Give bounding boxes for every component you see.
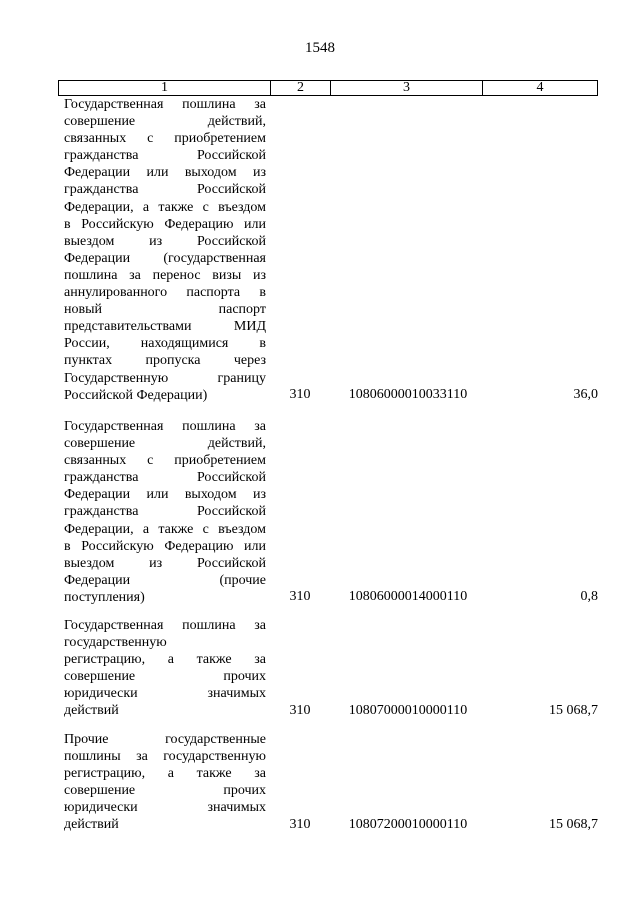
description-line: совершение действий, bbox=[64, 436, 266, 452]
description-line: гражданства Российской bbox=[64, 182, 266, 198]
description-line: представительствами МИД bbox=[64, 319, 266, 335]
row-amount: 0,8 bbox=[580, 589, 598, 604]
column-header-2: 2 bbox=[271, 81, 331, 95]
description-line: Федерации или выходом из bbox=[64, 165, 266, 181]
row-amount: 15 068,7 bbox=[549, 816, 598, 832]
table-header-row bbox=[58, 80, 598, 96]
row-description bbox=[64, 418, 266, 606]
row-kbk: 10806000010033110 bbox=[348, 386, 468, 402]
row-kbk: 10806000014000110 bbox=[348, 589, 468, 604]
description-line: Федерации, а также с въездом bbox=[64, 521, 266, 537]
description-line: Государственная пошлина за bbox=[64, 618, 266, 633]
description-line: новый паспорт bbox=[64, 302, 266, 318]
row-code: 310 bbox=[289, 589, 311, 604]
row-kbk: 10807000010000110 bbox=[348, 702, 468, 718]
description-line: Прочие государственные bbox=[64, 732, 266, 747]
description-line: пошлины за государственную bbox=[64, 749, 266, 765]
column-header-4: 4 bbox=[536, 80, 544, 95]
description-line: России, находящимися в bbox=[64, 336, 266, 352]
row-code: 310 bbox=[289, 816, 311, 832]
description-line: юридически значимых bbox=[64, 686, 266, 702]
description-line: в Российскую Федерацию или bbox=[64, 538, 266, 554]
description-line: совершение прочих bbox=[64, 669, 266, 685]
column-header-1: 1 bbox=[59, 81, 271, 95]
description-line: регистрацию, а также за bbox=[64, 652, 266, 668]
description-line: Государственная пошлина за bbox=[64, 419, 266, 434]
row-description bbox=[64, 96, 266, 404]
description-line: связанных с приобретением bbox=[64, 453, 266, 469]
description-line: государственную bbox=[64, 635, 167, 651]
description-line: выездом из Российской bbox=[64, 233, 266, 249]
column-header-3: 3 bbox=[331, 81, 483, 95]
description-line: совершение прочих bbox=[64, 783, 266, 799]
description-line: Федерации (прочие bbox=[64, 572, 266, 588]
row-amount: 15 068,7 bbox=[549, 702, 598, 718]
row-amount: 36,0 bbox=[573, 386, 598, 402]
row-code: 310 bbox=[289, 386, 311, 402]
description-line: аннулированного паспорта в bbox=[64, 285, 266, 301]
description-line: юридически значимых bbox=[64, 800, 266, 816]
description-line: действий bbox=[64, 817, 119, 833]
description-line: Государственная пошлина за bbox=[64, 97, 266, 112]
description-line: Федерации, а также с въездом bbox=[64, 199, 266, 215]
description-line: гражданства Российской bbox=[64, 148, 266, 164]
description-line: действий bbox=[64, 703, 119, 719]
description-line: Федерации или выходом из bbox=[64, 487, 266, 503]
description-line: выездом из Российской bbox=[64, 555, 266, 571]
description-line: пошлина за перенос визы из bbox=[64, 267, 266, 283]
description-line: в Российскую Федерацию или bbox=[64, 216, 266, 232]
description-line: Государственную границу bbox=[64, 370, 266, 386]
description-line: поступления) bbox=[64, 589, 145, 605]
description-line: совершение действий, bbox=[64, 114, 266, 130]
row-kbk: 10807200010000110 bbox=[348, 816, 468, 832]
description-line: Российской Федерации) bbox=[64, 387, 208, 403]
description-line: пунктах пропуска через bbox=[64, 353, 266, 369]
row-description bbox=[64, 731, 266, 834]
description-line: Федерации (государственная bbox=[64, 250, 266, 266]
description-line: гражданства Российской bbox=[64, 504, 266, 520]
description-line: связанных с приобретением bbox=[64, 131, 266, 147]
description-line: регистрацию, а также за bbox=[64, 766, 266, 782]
page-number: 1548 bbox=[305, 40, 335, 56]
row-description bbox=[64, 617, 266, 720]
description-line: гражданства Российской bbox=[64, 470, 266, 486]
row-code: 310 bbox=[289, 702, 311, 718]
